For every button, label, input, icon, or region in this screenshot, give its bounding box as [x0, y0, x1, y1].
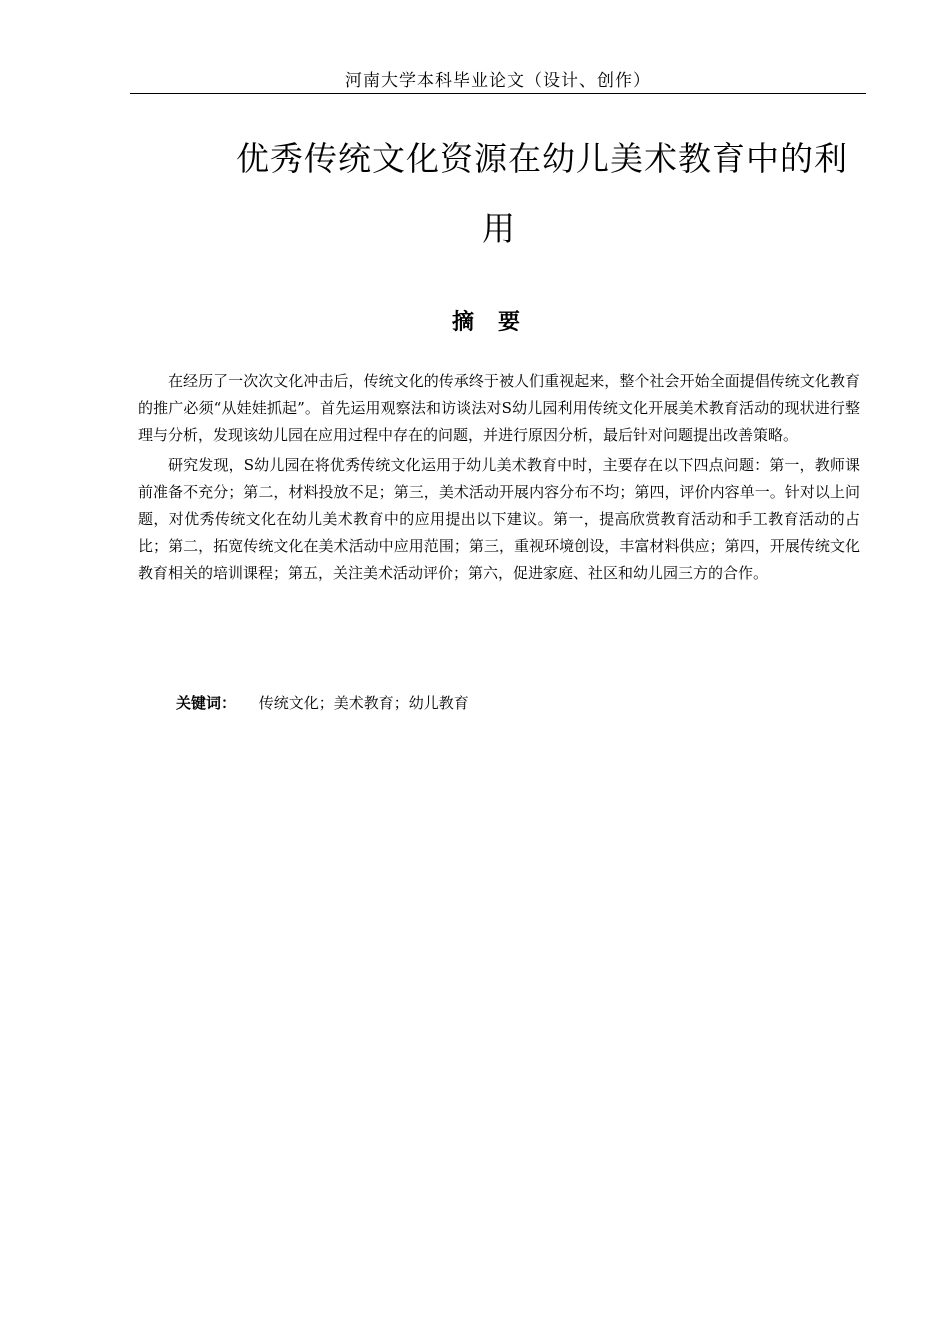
keywords-label: 关键词： — [176, 694, 237, 712]
thesis-title-line-2: 用 — [482, 209, 516, 248]
abstract-heading: 摘要 — [451, 310, 544, 335]
keywords — [176, 690, 860, 716]
thesis-title-line-1: 优秀传统文化资源在幼儿美术教育中的利 — [236, 139, 848, 178]
keywords-text: 传统文化；美术教育；幼儿教育 — [258, 694, 469, 712]
abstract-body — [138, 368, 860, 590]
header-rule — [130, 93, 866, 94]
thesis-title — [190, 130, 866, 258]
abstract-paragraph-2: 研究发现，S幼儿园在将优秀传统文化运用于幼儿美术教育中时，主要存在以下四点问题：第一，教师课前准备不充分；第二，材料投放不足；第三，美术活动开展内容分布不均；第四，评价内容单一。针对以上问题，对优秀传统文化在幼儿美术教育中的应用提出以下建议。第一，提高欣赏教育活动和手工教育活动的占比；第二，拓宽传统文化在美术活动中应用范围；第三，重视环境创设，丰富材料供应；第四，开展传统文化教育相关的培训课程；第五，关注美术活动评价；第六，促进家庭、社区和幼儿园三方的合作。 — [138, 456, 860, 582]
running-header: 河南大学本科毕业论文（设计、创作） — [345, 71, 651, 91]
abstract-paragraph-1: 在经历了一次次文化冲击后，传统文化的传承终于被人们重视起来，整个社会开始全面提倡传统文化教育的推广必须“从娃娃抓起”。首先运用观察法和访谈法对S幼儿园利用传统文化开展美术教育活动的现状进行整理与分析，发现该幼儿园在应用过程中存在的问题，并进行原因分析，最后针对问题提出改善策略。 — [138, 372, 860, 444]
